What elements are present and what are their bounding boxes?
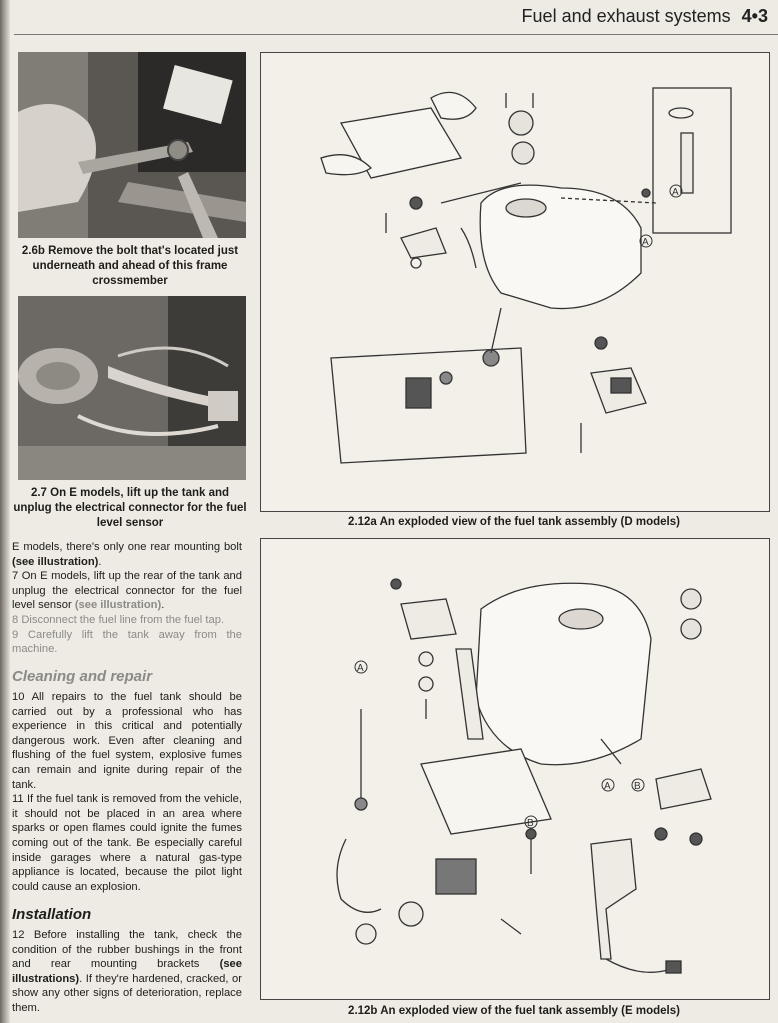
figure-2-12a-diagram <box>260 52 770 512</box>
photo-caption-2-7: 2.7 On E models, lift up the tank and unplug the electrical connector for the fuel level sensor <box>13 487 247 529</box>
text-block-step-12 <box>12 928 242 1016</box>
text-block-steps-10-11 <box>12 690 242 894</box>
figure-caption-2-12b: 2.12b An exploded view of the fuel tank assembly (E models) <box>348 1005 680 1017</box>
figure-2-12b-diagram <box>260 538 770 1000</box>
step-12-text-end: . If they're hardened, cracked, or show any other signs of deterioration, replace them. <box>12 972 242 1014</box>
paragraph-step-10: 10 All repairs to the fuel tank should be carried out by a professional who has experience in this critical and potentially dangerous work. Even after cleaning and flushing of the fuel system, explosive fumes can remain and ignite during repair of the tank. <box>12 691 242 791</box>
page-header <box>522 6 768 27</box>
paragraph-step-8: 8 Disconnect the fuel line from the fuel tap. <box>12 613 225 626</box>
text-block-steps-7-9 <box>12 540 242 657</box>
callout-a-tank: A <box>604 781 611 792</box>
header-rule <box>14 34 778 35</box>
intro-text: E models, there's only one rear mounting bolt <box>12 541 242 553</box>
paragraph-step-11: 11 If the fuel tank is removed from the vehicle, it should not be placed in an area where sparks or open flames could ignite the fumes coming out of the tank. Be especially careful inside garages where a natural gas-type appliance is located, because the pilot light could cause an explosion. <box>12 793 242 893</box>
paragraph-step-9: 9 Carefully lift the tank away from the machine. <box>12 628 242 656</box>
photo-caption-2-6b: 2.6b Remove the bolt that's located just underneath and ahead of this frame crossmember <box>21 245 239 287</box>
paragraph-step-12 <box>12 928 242 1016</box>
paragraph-intro: E models, there's only one rear mounting bolt (see illustration). <box>12 541 242 568</box>
step-12-illustration-ref: (see illustrations) <box>12 958 242 985</box>
page-gutter-shadow <box>0 0 10 1023</box>
heading-installation: Installation <box>12 906 92 923</box>
step-7-text: 7 On E models, lift up the rear of the tank and unplug the electrical connector for the fuel level sensor <box>12 570 242 612</box>
heading-cleaning-and-repair: Cleaning and repair <box>12 668 153 685</box>
callout-b-lower: B <box>527 818 534 829</box>
callout-a-inset: A <box>672 187 679 198</box>
photo-frame-crossmember-bolt <box>18 52 246 238</box>
paragraph-step-7: 7 On E models, lift up the rear of the tank and unplug the electrical connector for the fuel level sensor (see illustration). <box>12 570 242 612</box>
callout-a-left: A <box>357 663 364 674</box>
callout-b-tank: B <box>634 781 641 792</box>
figure-caption-2-12a: 2.12a An exploded view of the fuel tank assembly (D models) <box>348 516 680 528</box>
chapter-title: Fuel and exhaust systems <box>521 6 731 26</box>
photo-fuel-level-sensor-connector <box>18 296 246 480</box>
page-number: 4•3 <box>741 6 768 26</box>
exploded-view-d-models <box>261 53 769 511</box>
intro-illustration-ref: (see illustration) <box>12 555 99 568</box>
step-12-text: 12 Before installing the tank, check the condition of the rubber bushings in the front and rear mounting brackets <box>12 929 242 971</box>
exploded-view-e-models <box>261 539 769 999</box>
step-7-illustration-ref: (see illustration) <box>74 599 162 612</box>
callout-a-tank: A <box>642 237 649 248</box>
